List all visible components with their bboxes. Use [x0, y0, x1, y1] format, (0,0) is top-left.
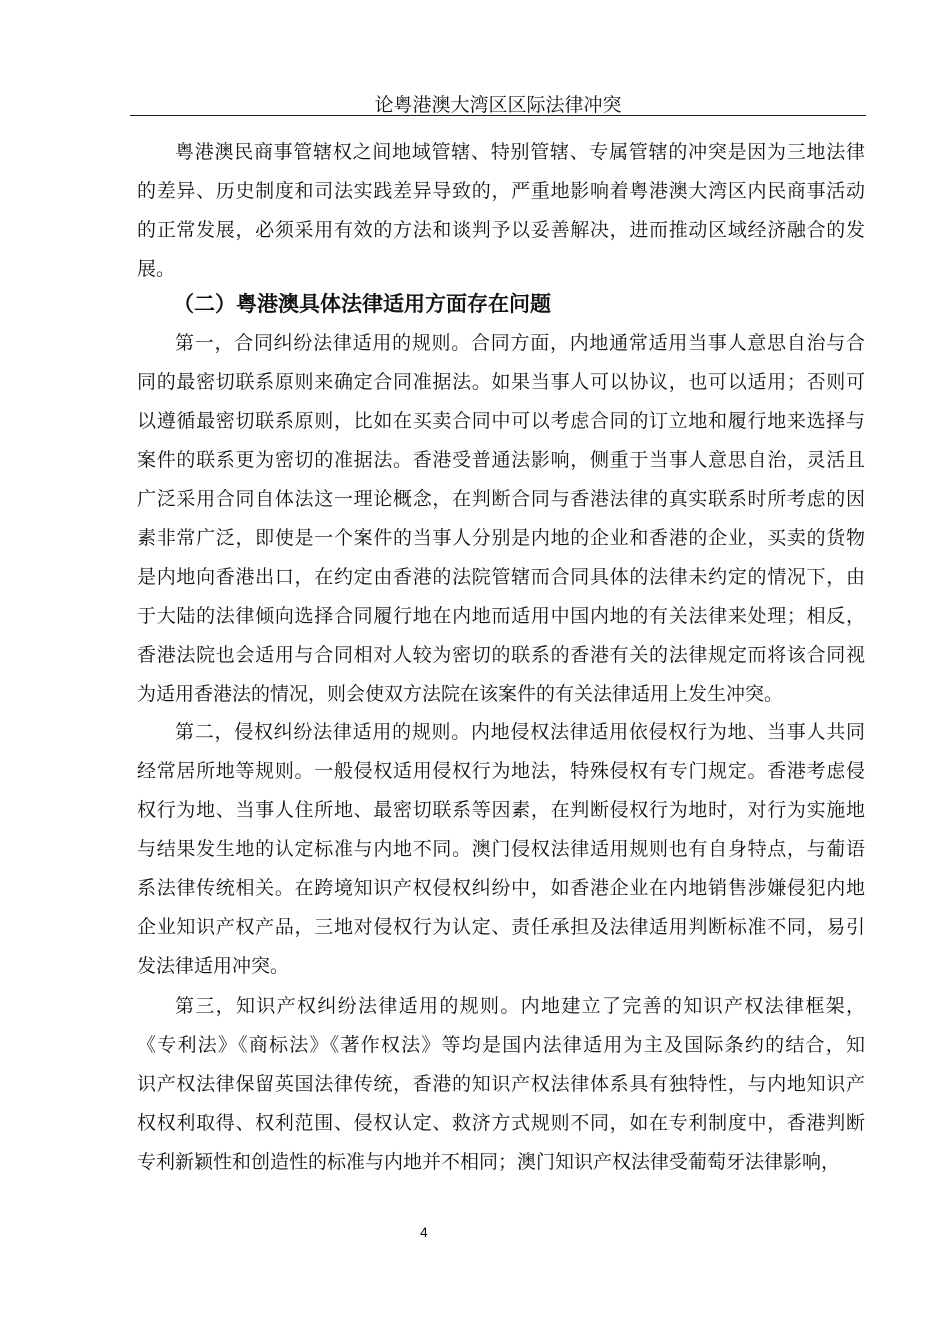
paragraph-1-line: 展。 — [137, 258, 176, 280]
paragraph-4-line: 权权利取得、权利范围、侵权认定、救济方式规则不同，如在专利制度中，香港判断 — [137, 1112, 865, 1134]
paragraph-3-line: 第二，侵权纠纷法律适用的规则。内地侵权法律适用依侵权行为地、当事人共同 — [175, 721, 865, 743]
paragraph-2-line: 为适用香港法的情况，则会使双方法院在该案件的有关法律适用上发生冲突。 — [137, 683, 784, 705]
paragraph-1-line: 的差异、历史制度和司法实践差异导致的，严重地影响着粤港澳大湾区内民商事活动 — [137, 180, 865, 202]
page-number: 4 — [420, 1224, 428, 1240]
paragraph-3-line: 企业知识产权产品，三地对侵权行为认定、责任承担及法律适用判断标准不同，易引 — [137, 916, 865, 938]
paragraph-3-line: 系法律传统相关。在跨境知识产权侵权纠纷中，如香港企业在内地销售涉嫌侵犯内地 — [137, 877, 865, 899]
paragraph-1-line: 的正常发展，必须采用有效的方法和谈判予以妥善解决，进而推动区域经济融合的发 — [137, 219, 865, 241]
paragraph-2-line: 以遵循最密切联系原则，比如在买卖合同中可以考虑合同的订立地和履行地来选择与 — [137, 410, 865, 432]
paragraph-2-line: 素非常广泛，即使是一个案件的当事人分别是内地的企业和香港的企业，买卖的货物 — [137, 527, 865, 549]
paragraph-2-line: 是内地向香港出口，在约定由香港的法院管辖而合同具体的法律未约定的情况下，由 — [137, 566, 865, 588]
paragraph-3-line: 经常居所地等规则。一般侵权适用侵权行为地法，特殊侵权有专门规定。香港考虑侵 — [137, 760, 865, 782]
section-heading: （二）粤港澳具体法律适用方面存在问题 — [173, 292, 551, 316]
header-rule — [130, 115, 866, 116]
paragraph-3-line: 与结果发生地的认定标准与内地不同。澳门侵权法律适用规则也有自身特点，与葡语 — [137, 838, 865, 860]
paragraph-2-line: 广泛采用合同自体法这一理论概念，在判断合同与香港法律的真实联系时所考虑的因 — [137, 488, 865, 510]
paragraph-2-line: 同的最密切联系原则来确定合同准据法。如果当事人可以协议，也可以适用；否则可 — [137, 371, 865, 393]
running-header-title: 论粤港澳大湾区区际法律冲突 — [374, 94, 622, 116]
paragraph-4-line: 《专利法》《商标法》《著作权法》等均是国内法律适用为主及国际条约的结合，知 — [137, 1034, 865, 1056]
paragraph-2-line: 于大陆的法律倾向选择合同履行地在内地而适用中国内地的有关法律来处理；相反， — [137, 605, 865, 627]
paragraph-3-line: 权行为地、当事人住所地、最密切联系等因素，在判断侵权行为地时，对行为实施地 — [137, 799, 865, 821]
paragraph-2-line: 第一，合同纠纷法律适用的规则。合同方面，内地通常适用当事人意思自治与合 — [175, 332, 865, 354]
paragraph-4-line: 专利新颖性和创造性的标准与内地并不相同；澳门知识产权法律受葡萄牙法律影响， — [137, 1151, 841, 1173]
paragraph-4-line: 识产权法律保留英国法律传统，香港的知识产权法律体系具有独特性，与内地知识产 — [137, 1073, 865, 1095]
paragraph-2-line: 案件的联系更为密切的准据法。香港受普通法影响，侧重于当事人意思自治，灵活且 — [137, 449, 865, 471]
paragraph-2-line: 香港法院也会适用与合同相对人较为密切的联系的香港有关的法律规定而将该合同视 — [137, 644, 865, 666]
paragraph-3-line: 发法律适用冲突。 — [137, 955, 290, 977]
paragraph-4-line: 第三，知识产权纠纷法律适用的规则。内地建立了完善的知识产权法律框架， — [175, 995, 865, 1017]
paragraph-1-line: 粤港澳民商事管辖权之间地域管辖、特别管辖、专属管辖的冲突是因为三地法律 — [175, 141, 865, 163]
